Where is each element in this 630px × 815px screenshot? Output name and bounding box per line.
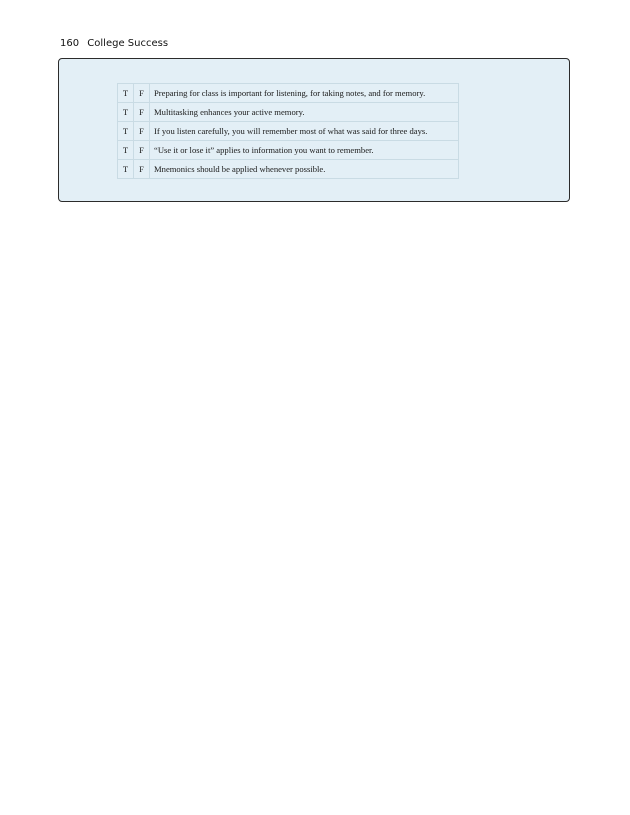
- true-option[interactable]: T: [118, 84, 134, 103]
- true-option[interactable]: T: [118, 160, 134, 179]
- quiz-feature-box: [58, 58, 570, 202]
- true-false-table: [117, 83, 459, 179]
- table-row: [118, 84, 459, 103]
- true-option[interactable]: T: [118, 103, 134, 122]
- true-option[interactable]: T: [118, 122, 134, 141]
- running-header: [60, 38, 168, 49]
- statement-text: Multitasking enhances your active memory.: [150, 103, 459, 122]
- false-option[interactable]: F: [134, 160, 150, 179]
- table-row: [118, 141, 459, 160]
- false-option[interactable]: F: [134, 141, 150, 160]
- page-number: 160: [60, 38, 80, 49]
- table-row: [118, 103, 459, 122]
- statement-text: Preparing for class is important for listening, for taking notes, and for memory.: [150, 84, 459, 103]
- table-row: [118, 122, 459, 141]
- false-option[interactable]: F: [134, 103, 150, 122]
- table-row: [118, 160, 459, 179]
- false-option[interactable]: F: [134, 122, 150, 141]
- statement-text: Mnemonics should be applied whenever possible.: [150, 160, 459, 179]
- statement-text: If you listen carefully, you will remember most of what was said for three days.: [150, 122, 459, 141]
- true-option[interactable]: T: [118, 141, 134, 160]
- statement-text: “Use it or lose it” applies to information you want to remember.: [150, 141, 459, 160]
- false-option[interactable]: F: [134, 84, 150, 103]
- book-title: College Success: [87, 38, 169, 49]
